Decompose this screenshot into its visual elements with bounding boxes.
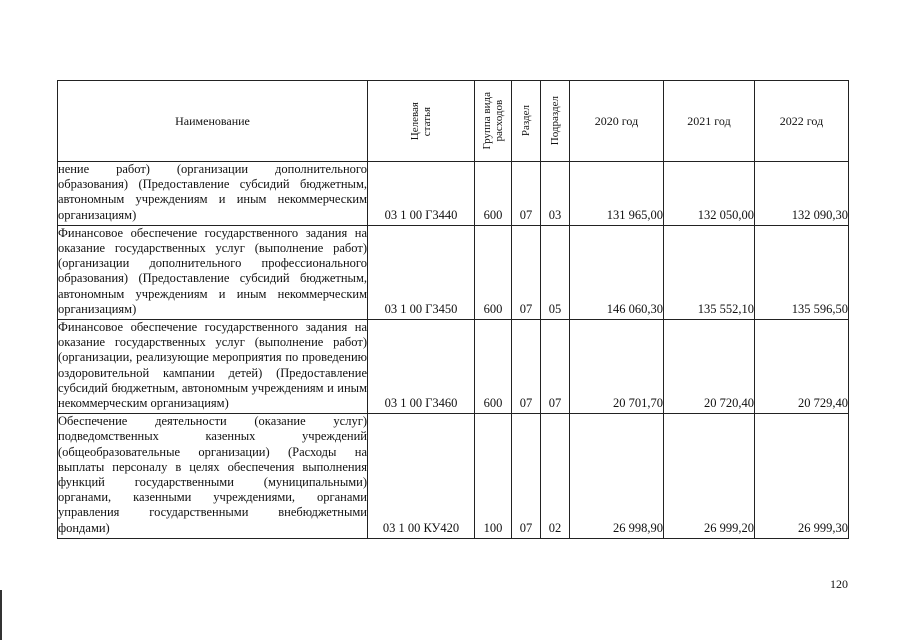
row-section: 07 xyxy=(512,162,541,226)
row-2021: 26 999,20 xyxy=(664,414,755,539)
header-expense-group: Группа вида расходов xyxy=(475,81,512,162)
header-2022: 2022 год xyxy=(755,81,849,162)
row-2021: 132 050,00 xyxy=(664,162,755,226)
row-2022: 20 729,40 xyxy=(755,320,849,414)
row-subsection: 05 xyxy=(541,225,570,319)
row-2022: 135 596,50 xyxy=(755,225,849,319)
row-expense-group: 600 xyxy=(475,162,512,226)
row-subsection: 07 xyxy=(541,320,570,414)
row-subsection: 03 xyxy=(541,162,570,226)
table-row xyxy=(58,225,849,319)
table-row xyxy=(58,162,849,226)
row-expense-group: 600 xyxy=(475,225,512,319)
row-section: 07 xyxy=(512,225,541,319)
row-section: 07 xyxy=(512,320,541,414)
table-header-row xyxy=(58,81,849,162)
scan-edge-mark xyxy=(0,590,2,640)
row-expense-group: 600 xyxy=(475,320,512,414)
header-2020: 2020 год xyxy=(570,81,664,162)
table-row xyxy=(58,320,849,414)
row-name: нение работ) (организации дополнительного образования) (Предоставление субсидий бюджетным, автономным учреждениям и иным некоммерческим организациям) xyxy=(58,162,368,226)
row-2022: 132 090,30 xyxy=(755,162,849,226)
row-expense-group: 100 xyxy=(475,414,512,539)
row-subsection: 02 xyxy=(541,414,570,539)
header-name: Наименование xyxy=(58,81,368,162)
budget-table xyxy=(57,80,849,539)
header-section: Раздел xyxy=(512,81,541,162)
row-2020: 20 701,70 xyxy=(570,320,664,414)
row-2022: 26 999,30 xyxy=(755,414,849,539)
row-target-item: 03 1 00 КУ420 xyxy=(368,414,475,539)
row-target-item: 03 1 00 Г3460 xyxy=(368,320,475,414)
row-2020: 146 060,30 xyxy=(570,225,664,319)
row-name: Финансовое обеспечение государственного задания на оказание государственных услуг (выполнение работ) (организации дополнительного профессионального образования) (Предоставление субсидий бюджетным, автономным учреждениям и иным некоммерческим организациям) xyxy=(58,225,368,319)
row-name: Финансовое обеспечение государственного задания на оказание государственных услуг (выполнение работ) (организации, реализующие мероприятия по проведению оздоровительной кампании детей) (Предоставление субсидий бюджетным, автономным учреждениям и иным некоммерческим организациям) xyxy=(58,320,368,414)
row-2020: 26 998,90 xyxy=(570,414,664,539)
header-2021: 2021 год xyxy=(664,81,755,162)
header-subsection: Подраздел xyxy=(541,81,570,162)
header-target-item: Целевая статья xyxy=(368,81,475,162)
row-2020: 131 965,00 xyxy=(570,162,664,226)
page-number: 120 xyxy=(830,577,848,591)
table-row xyxy=(58,414,849,539)
row-section: 07 xyxy=(512,414,541,539)
row-target-item: 03 1 00 Г3450 xyxy=(368,225,475,319)
row-2021: 20 720,40 xyxy=(664,320,755,414)
row-target-item: 03 1 00 Г3440 xyxy=(368,162,475,226)
row-2021: 135 552,10 xyxy=(664,225,755,319)
row-name: Обеспечение деятельности (оказание услуг) подведомственных казенных учреждений (общеобразовательные организации) (Расходы на выплаты персоналу в целях обеспечения выполнения функций государственными (муниципальными) органами, казенными учреждениями, органами управления государственными внебюджетными фондами) xyxy=(58,414,368,539)
